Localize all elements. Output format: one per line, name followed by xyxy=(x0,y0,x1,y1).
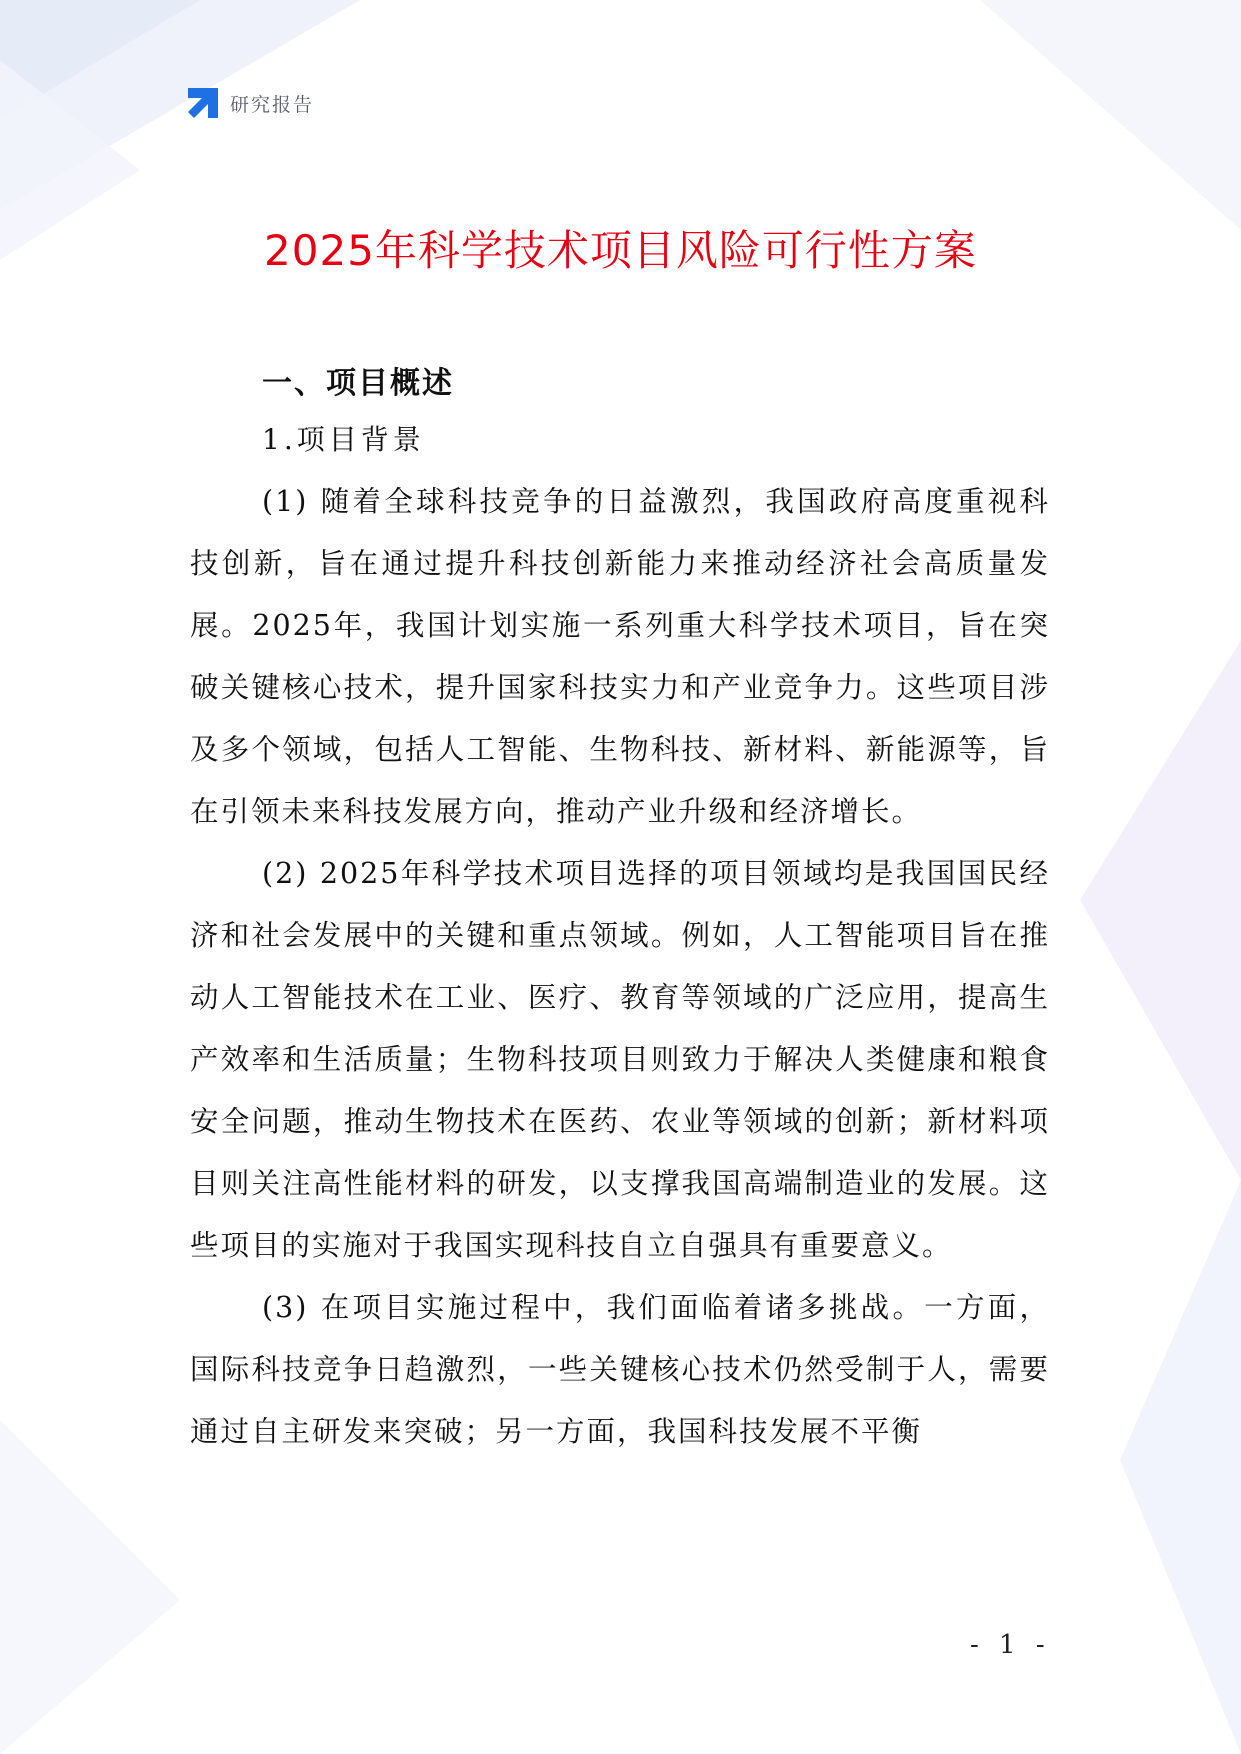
section-heading: 一、项目概述 xyxy=(262,366,454,401)
paragraph: (1) 随着全球科技竞争的日益激烈，我国政府高度重视科技创新，旨在通过提升科技创新能力来推动经济社会高质量发展。2025年，我国计划实施一系列重大科学技术项目，旨在突破关键核心技术，提升国家科技实力和产业竞争力。这些项目涉及多个领域，包括人工智能、生物科技、新材料、新能源等，旨在引领未来科技发展方向，推动产业升级和经济增长。 xyxy=(190,485,1050,828)
subsection-heading: 1.项目背景 xyxy=(262,423,425,456)
header-label: 研究报告 xyxy=(230,93,315,116)
paragraph: (3) 在项目实施过程中，我们面临着诸多挑战。一方面，国际科技竞争日趋激烈，一些关键核心技术仍然受制于人，需要通过自主研发来突破；另一方面，我国科技发展不平衡 xyxy=(190,1291,1050,1448)
page-header xyxy=(186,86,314,120)
arrow-up-right-icon xyxy=(186,86,220,120)
page-title: 2025年科学技术项目风险可行性方案 xyxy=(264,226,977,275)
body-text xyxy=(190,471,1050,1463)
page-number: - 1 - xyxy=(970,1630,1051,1660)
paragraph: (2) 2025年科学技术项目选择的项目领域均是我国国民经济和社会发展中的关键和重点领域。例如，人工智能项目旨在推动人工智能技术在工业、医疗、教育等领域的广泛应用，提高生产效率和生活质量；生物科技项目则致力于解决人类健康和粮食安全问题，推动生物技术在医药、农业等领域的创新；新材料项目则关注高性能材料的研发，以支撑我国高端制造业的发展。这些项目的实施对于我国实现科技自立自强具有重要意义。 xyxy=(190,857,1050,1262)
